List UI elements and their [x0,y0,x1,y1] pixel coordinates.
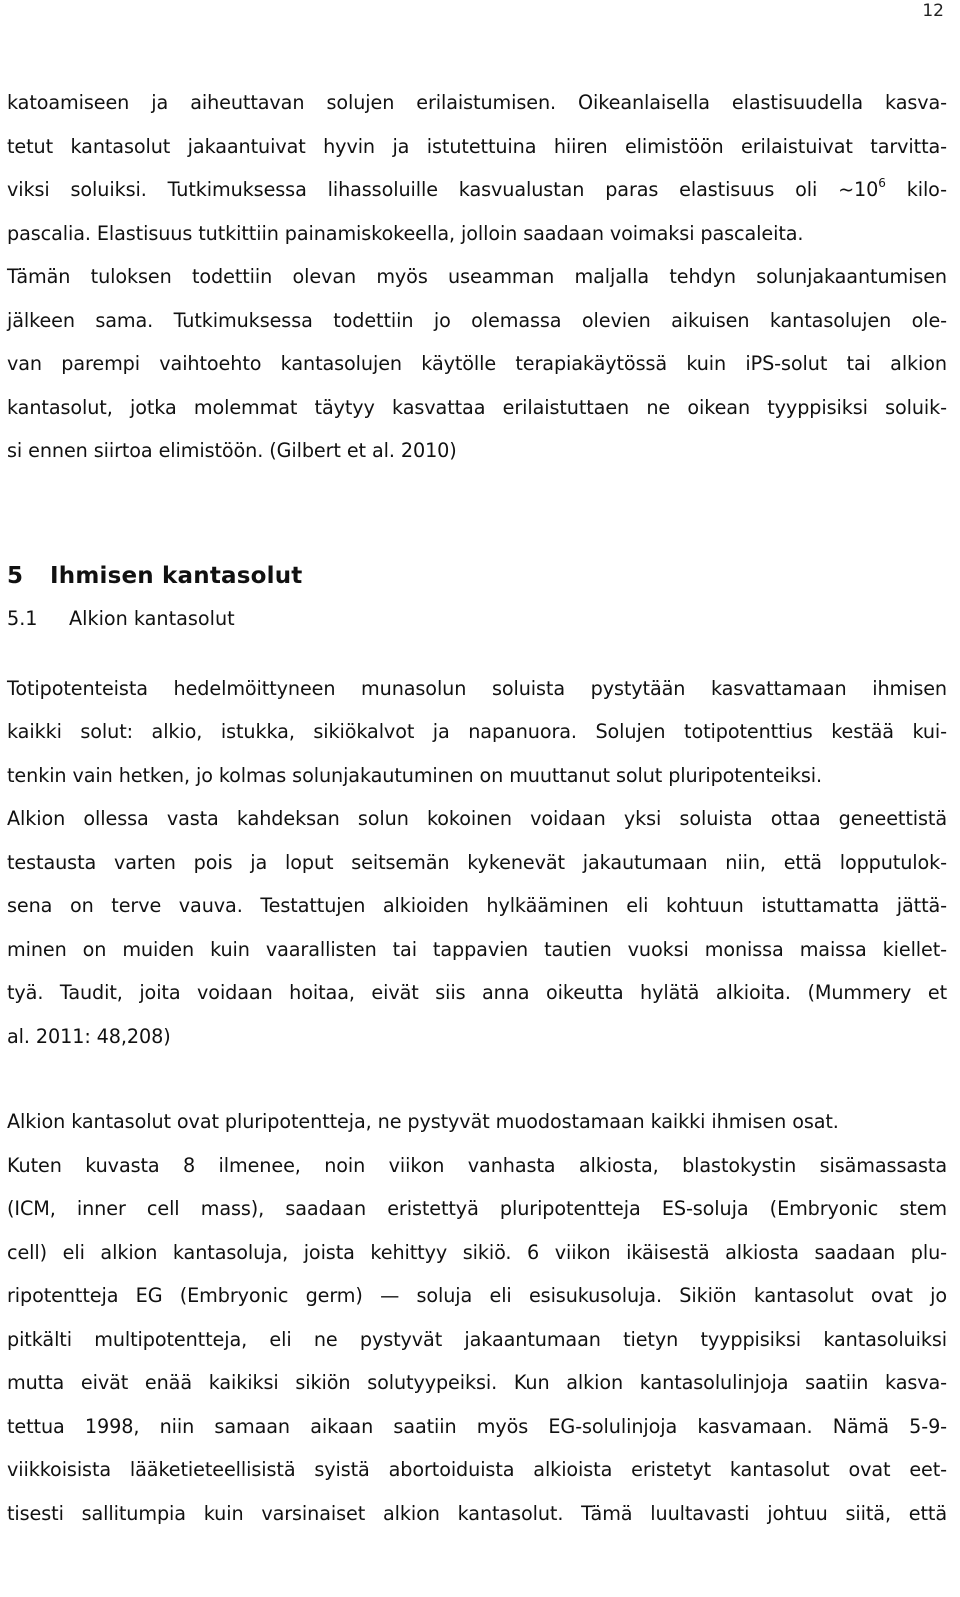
page-content [7,81,947,1535]
text-line: mutta eivät enää kaikiksi sikiön solutyypeiksi. Kun alkion kantasolulinjoja saatiin kasva- [7,1371,947,1394]
text-line: si ennen siirtoa elimistöön. (Gilbert et al. 2010) [7,439,457,462]
paragraph-totipotency [7,667,947,1059]
subsection-heading [7,601,947,637]
text-line: al. 2011: 48,208) [7,1024,171,1048]
text-line: ripotentteja EG (Embryonic germ) — soluja eli esisukusoluja. Sikiön kantasolut ovat jo [7,1284,947,1307]
text-line-part: kilo- [885,178,947,201]
text-line: Alkion kantasolut ovat pluripotentteja, ne pystyvät muodostamaan kaikki ihmisen osat. [7,1110,839,1133]
text-line: tetut kantasolut jakaantuivat hyvin ja istutettuina hiiren elimistöön erilaistuivat tarvitta- [7,134,947,158]
paragraph-pluripotent [7,1100,947,1535]
text-line: tenkin vain hetken, jo kolmas solunjakautuminen on muuttanut solut pluripotenteiksi. [7,763,822,787]
text-line: Tämän tuloksen todettiin olevan myös useamman maljalla tehdyn solunjakaantumisen [7,265,947,288]
text-line: Kuten kuvasta 8 ilmenee, noin viikon vanhasta alkiosta, blastokystin sisämassasta [7,1153,947,1177]
text-line: kantasolut, jotka molemmat täytyy kasvattaa erilaistuttaen ne oikean tyyppisiksi soluik- [7,395,947,419]
text-line: sena on terve vauva. Testattujen alkioiden hylkääminen eli kohtuun istuttamatta jättä- [7,894,947,917]
text-line: jälkeen sama. Tutkimuksessa todettiin jo olemassa olevien aikuisen kantasolujen ole- [7,308,947,332]
subsection-title: Alkion kantasolut [69,606,235,630]
text-line: cell) eli alkion kantasoluja, joista kehittyy sikiö. 6 viikon ikäisestä alkiosta saadaan plu- [7,1240,947,1264]
text-line: tisesti sallitumpia kuin varsinaiset alkion kantasolut. Tämä luultavasti johtuu siitä, että [7,1501,947,1525]
text-line: viikkoisista lääketieteellisistä syistä abortoiduista alkioista eristetyt kantasolut ovat eet- [7,1458,947,1481]
text-line: minen on muiden kuin vaarallisten tai tappavien tautien vuoksi monissa maissa kiellet- [7,937,947,961]
text-line-with-exponent [7,168,947,212]
section-title: Ihmisen kantasolut [50,562,303,589]
text-line: van parempi vaihtoehto kantasolujen käytölle terapiakäytössä kuin iPS-solut tai alkion [7,352,947,375]
page-number: 12 [922,1,944,21]
text-line: tyä. Taudit, joita voidaan hoitaa, eivät siis anna oikeutta hylätä alkioita. (Mummery et [7,981,947,1004]
text-line: kaikki solut: alkio, istukka, sikiökalvot ja napanuora. Solujen totipotenttius kestää kui- [7,720,947,743]
subsection-number: 5.1 [7,606,38,630]
section-heading [7,551,947,601]
exponent: 6 [878,176,886,190]
paragraph-intro-continuation [7,81,947,473]
text-line: pascalia. Elastisuus tutkittiin painamiskokeella, jolloin saadaan voimaksi pascaleita. [7,221,804,245]
text-line: (ICM, inner cell mass), saadaan eristettyä pluripotentteja ES-soluja (Embryonic stem [7,1197,947,1220]
text-line: Alkion ollessa vasta kahdeksan solun kokoinen voidaan yksi soluista ottaa geneettistä [7,807,947,830]
text-line: testausta varten pois ja loput seitsemän kykenevät jakautumaan niin, että lopputulok- [7,850,947,874]
text-line: pitkälti multipotentteja, eli ne pystyvät jakaantumaan tietyn tyyppisiksi kantasoluiksi [7,1327,947,1351]
text-line: Totipotenteista hedelmöittyneen munasolun soluista pystytään kasvattamaan ihmisen [7,676,947,700]
text-line: katoamiseen ja aiheuttavan solujen erilaistumisen. Oikeanlaisella elastisuudella kasva- [7,91,947,114]
text-line-part: viksi soluiksi. Tutkimuksessa lihassoluille kasvualustan paras elastisuus oli ~10 [7,178,879,201]
section-number: 5 [7,562,24,589]
text-line: tettua 1998, niin samaan aikaan saatiin myös EG-solulinjoja kasvamaan. Nämä 5-9- [7,1414,947,1438]
